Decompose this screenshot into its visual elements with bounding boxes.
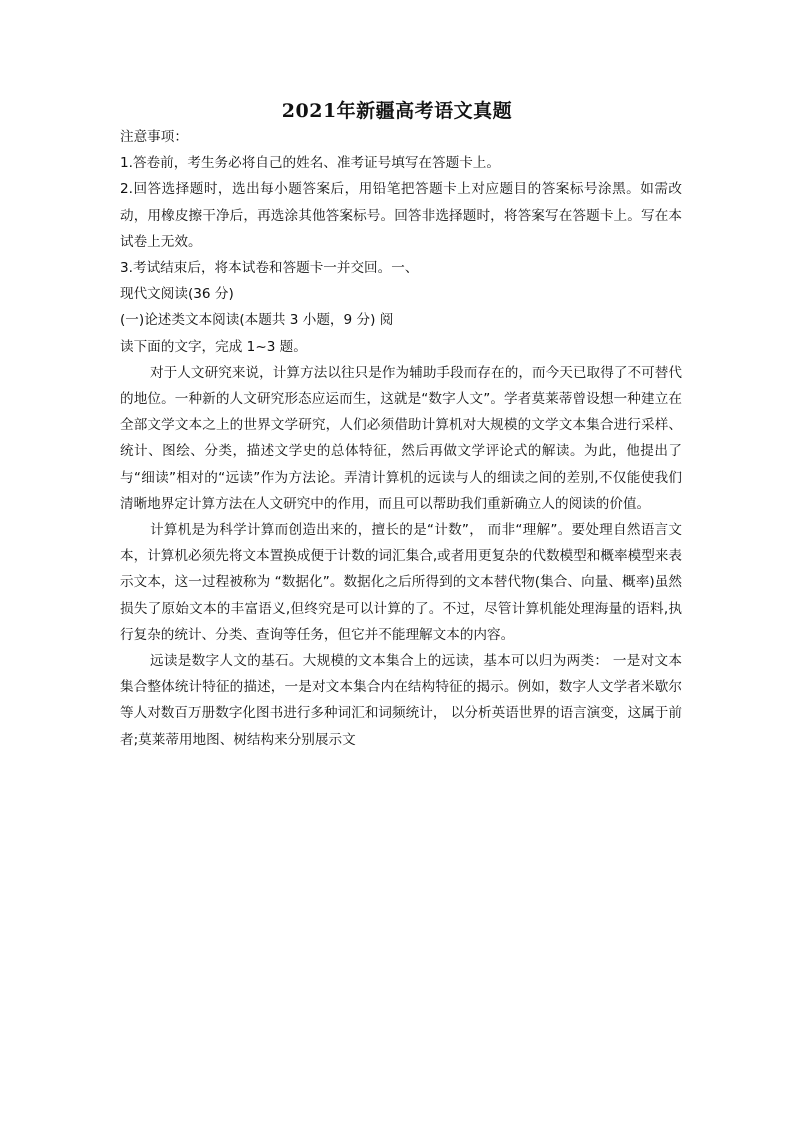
- section-subheading: (一)论述类文本阅读(本题共 3 小题，9 分) 阅: [120, 312, 394, 329]
- passage-paragraph-1: 对于人文研究来说，计算方法以往只是作为辅助手段而存在的，而今天已取得了不可替代的地位。一种新的人文研究形态应运而生，这就是“数字人文”。学者莫莱蒂曾设想一种建立在全部文学文本之上的世界文学研究，人们必须借助计算机对大规模的文学文本集合进行采样、统计、图绘、分类，描述文学史的总体特征，然后再做文学评论式的解读。为此，他提出了与“细读”相对的“远读”作为方法论。弄清计算机的远读与人的细读之间的差别,不仅能使我们清晰地界定计算方法在人文研究中的作用，而且可以帮助我们重新确立人的阅读的价值。: [120, 364, 682, 512]
- passage-paragraph-3: 远读是数字人文的基石。大规模的文本集合上的远读，基本可以归为两类： 一是对文本集合整体统计特征的描述，一是对文本集合内在结构特征的揭示。例如，数字人文学者米歇尔等人对数百万册数字化图书进行多种词汇和词频统计， 以分析英语世界的语言演变，这属于前者;莫莱蒂用地图、树结构来分别展示文: [120, 652, 682, 748]
- notice-item-2: 2.回答选择题时，选出每小题答案后，用铅笔把答题卡上对应题目的答案标号涂黑。如需改动，用橡皮擦干净后，再选涂其他答案标号。回答非选择题时，将答案写在答题卡上。写在本试卷上无效。: [120, 181, 682, 250]
- reading-instruction: 读下面的文字，完成 1~3 题。: [120, 338, 307, 355]
- document-body: [120, 124, 682, 753]
- notice-item-1: 1.答卷前，考生务必将自己的姓名、准考证号填写在答题卡上。: [120, 155, 500, 172]
- notice-heading: 注意事项：: [120, 129, 188, 145]
- notice-item-3: 3.考试结束后，将本试卷和答题卡一并交回。一、: [120, 259, 419, 276]
- section-heading: 现代文阅读(36 分): [120, 286, 234, 303]
- page-title: 2021年新疆高考语文真题: [281, 100, 513, 122]
- passage-paragraph-2: 计算机是为科学计算而创造出来的，擅长的是“计数”， 而非“理解”。要处理自然语言文本，计算机必须先将文本置换成便于计数的词汇集合,或者用更复杂的代数模型和概率模型来表示文本，这一过程被称为 “数据化”。数据化之后所得到的文本替代物(集合、向量、概率)虽然损失了原始文本的丰富语义,但终究是可以计算的了。不过，尽管计算机能处理海量的语料,执行复杂的统计、分类、查询等任务，但它并不能理解文本的内容。: [120, 521, 682, 643]
